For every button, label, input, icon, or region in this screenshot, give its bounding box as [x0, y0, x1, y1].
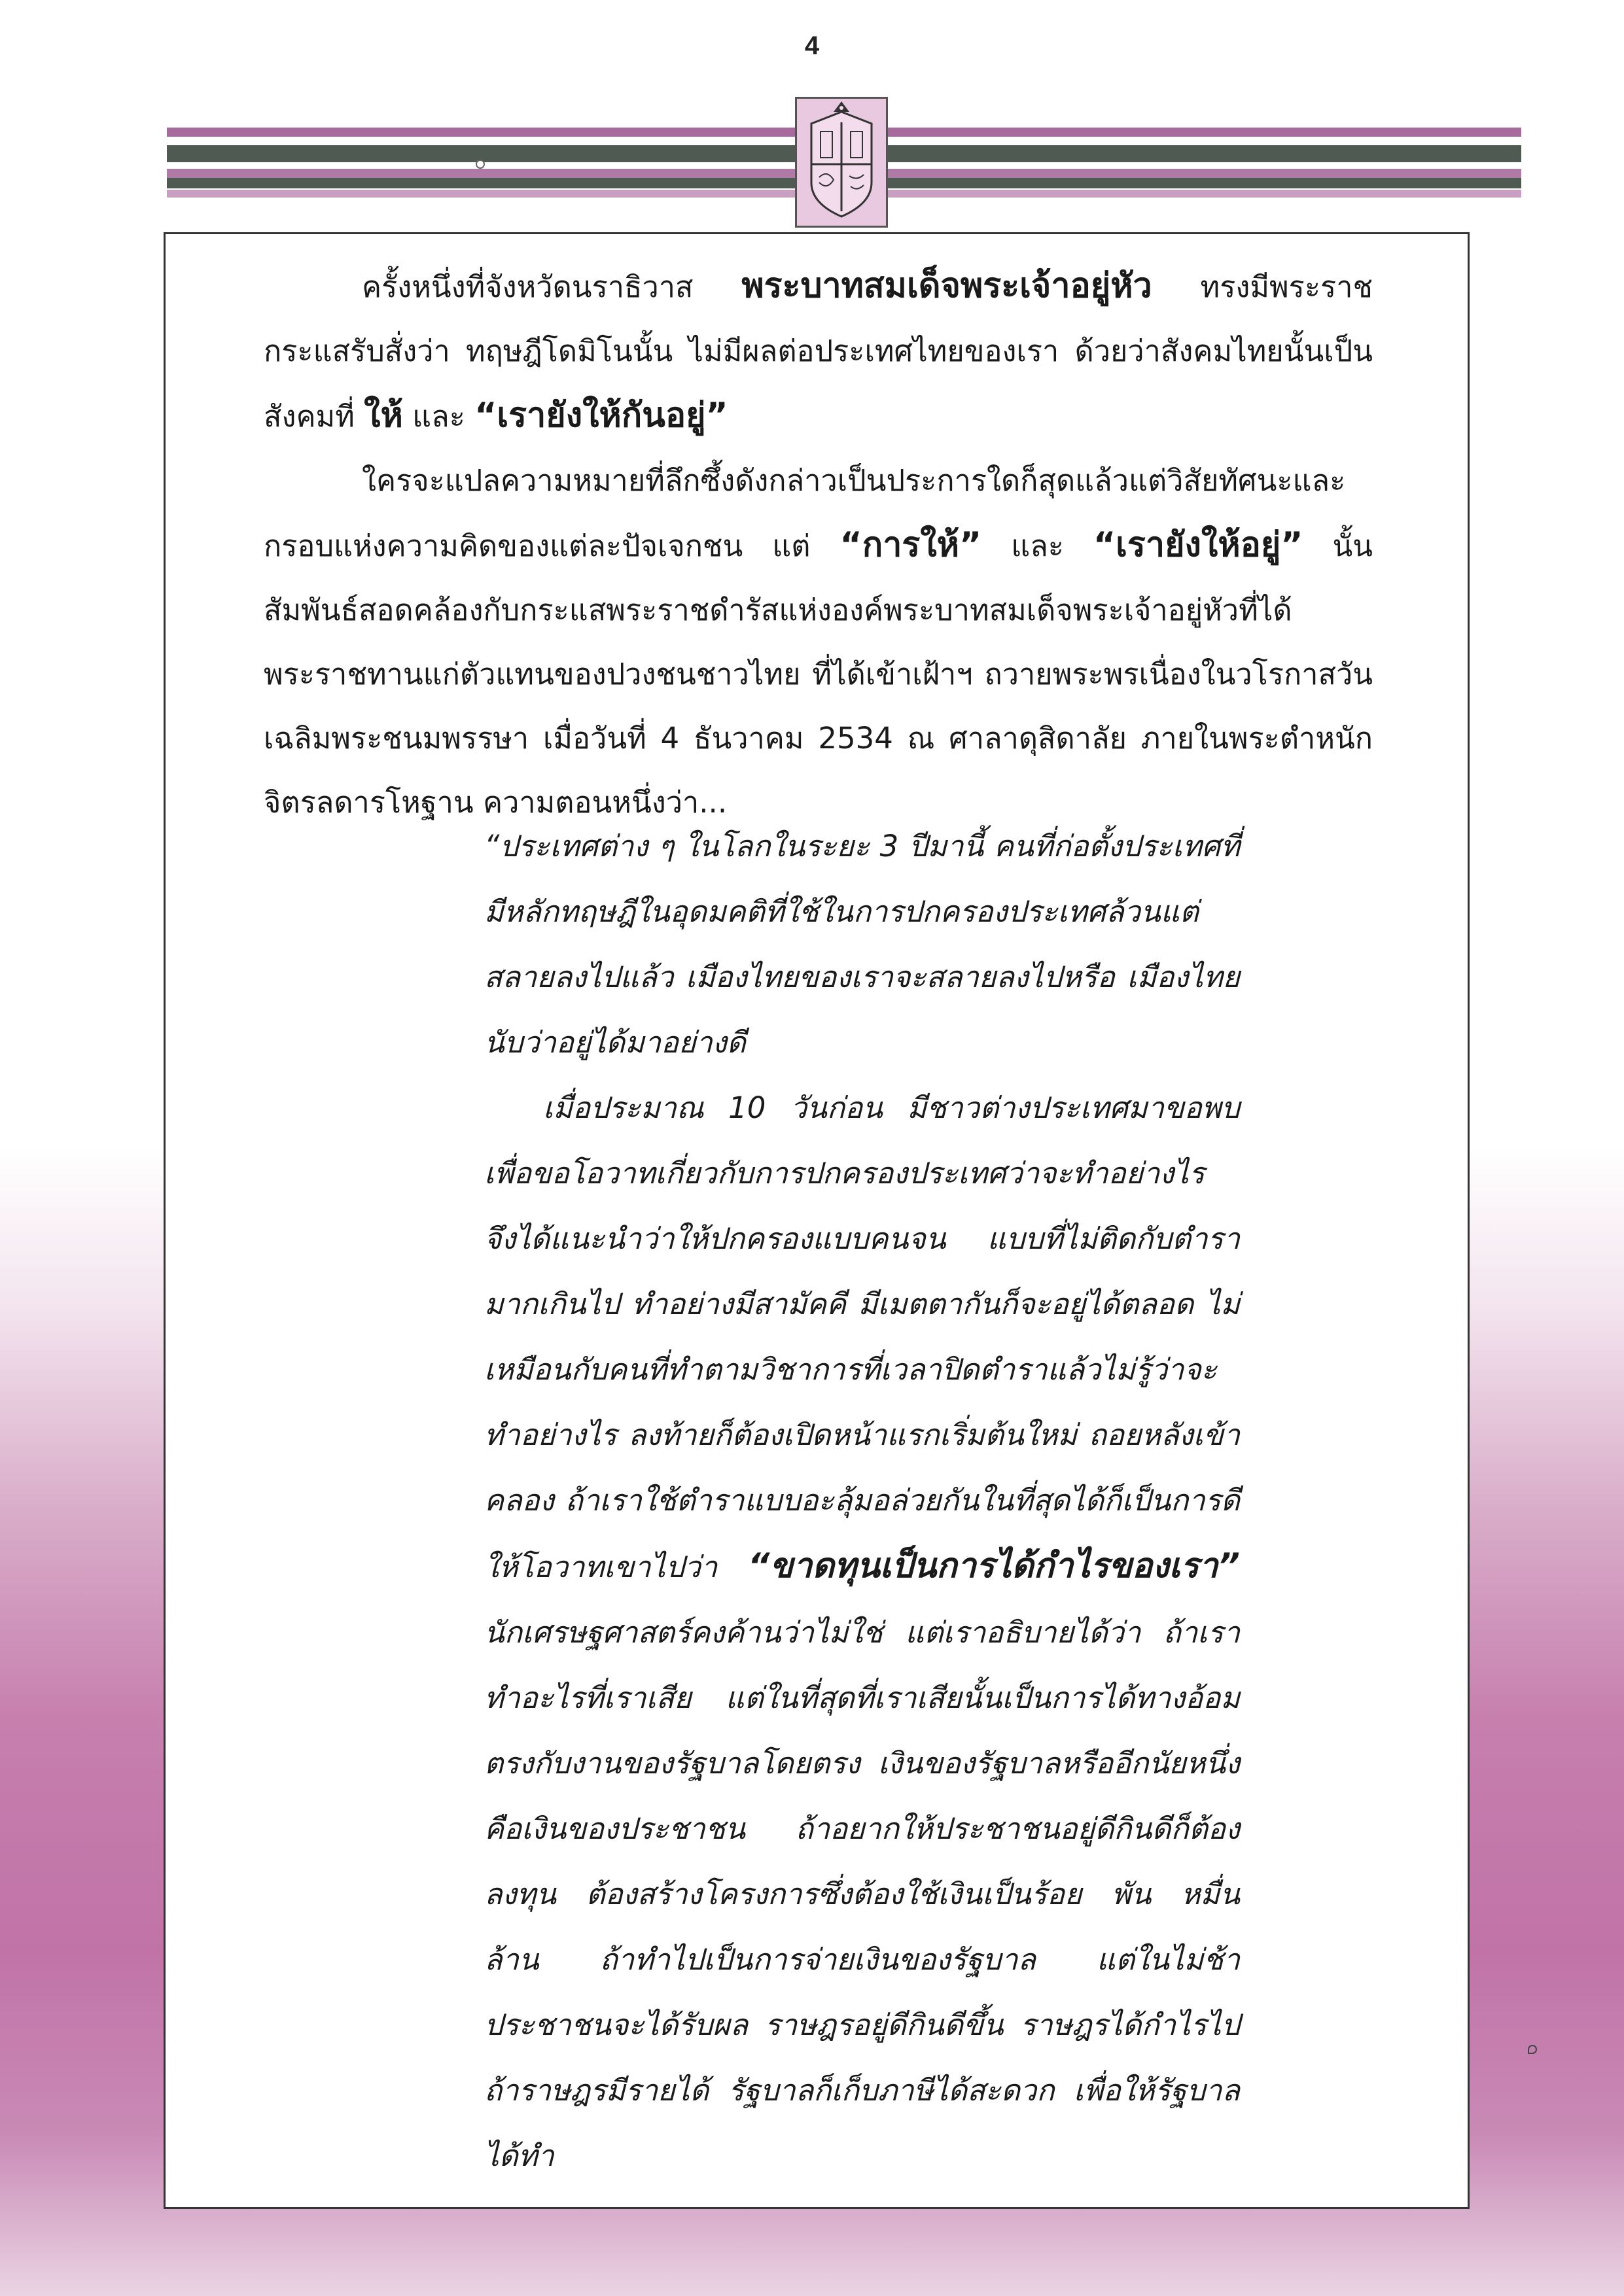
paragraph-text: ครั้งหนึ่งที่จังหวัดนราธิวาส — [362, 270, 742, 304]
page-number: 4 — [804, 31, 820, 60]
royal-speech-quote — [484, 814, 1240, 2189]
bold-text: ให้ — [364, 396, 403, 435]
bold-text: พระบาทสมเด็จพระเจ้าอยู่หัว — [741, 266, 1152, 305]
royal-seal-icon — [795, 97, 888, 228]
paragraph-text: ทรงมีพระราชกระแสรับสั่งว่า ทฤษฎีโดมิโนนั้น ไม่มีผลต่อประเทศไทยของเรา ด้วยว่าสังคมไทยนั้นเป็นสังคมที่ — [264, 270, 1373, 434]
decorative-dot — [476, 160, 485, 169]
bold-text: “การให้” — [839, 525, 982, 565]
quote-paragraph — [484, 1075, 1240, 2189]
quote-paragraph: “ประเทศต่าง ๆ ในโลกในระยะ 3 ปีมานี้ คนที่ก่อตั้งประเทศที่มีหลักทฤษฎีในอุดมคติที่ใช้ในการปกครองประเทศล้วนแต่สลายลงไปแล้ว เมืองไทยของเราจะสลายลงไปหรือ เมืองไทยนับว่าอยู่ได้มาอย่างดี — [484, 829, 1240, 1060]
paragraph-text: และ — [402, 399, 475, 434]
quote-text: นักเศรษฐศาสตร์คงค้านว่าไม่ใช่ แต่เราอธิบายได้ว่า ถ้าเราทำอะไรที่เราเสีย แต่ในที่สุดที่เราเสียนั้นเป็นการได้ทางอ้อม ตรงกับงานของรัฐบาลโดยตรง เงินของรัฐบาลหรืออีกนัยหนึ่งคือเงินของประชาชน ถ้าอยากให้ประชาชนอยู่ดีกินดีก็ต้องลงทุน ต้องสร้างโครงการซึ่งต้องใช้เงินเป็นร้อย พัน หมื่น ล้าน ถ้าทำไปเป็นการจ่ายเงินของรัฐบาล แต่ในไม่ช้าประชาชนจะได้รับผล ราษฎรอยู่ดีกินดีขึ้น ราษฎรได้กำไรไป ถ้าราษฎรมีรายได้ รัฐบาลก็เก็บภาษีได้สะดวก เพื่อให้รัฐบาลได้ทำ — [484, 1615, 1240, 2173]
decorative-dot — [1528, 2045, 1537, 2054]
bold-quote-text: “ขาดทุนเป็นการได้กำไรของเรา” — [747, 1546, 1240, 1586]
paragraph-text: นั้น สัมพันธ์สอดคล้องกับกระแสพระราชดำรัสแห่งองค์พระบาทสมเด็จพระเจ้าอยู่หัวที่ได้พระราชทานแก่ตัวแทนของปวงชนชาวไทย ที่ได้เข้าเฝ้าฯ ถวายพระพรเนื่องในวโรกาสวันเฉลิมพระชนมพรรษา เมื่อวันที่ 4 ธันวาคม 2534 ณ ศาลาดุสิดาลัย ภายในพระตำหนักจิตรลดารโหฐาน ความตอนหนึ่งว่า... — [264, 529, 1373, 820]
content-box — [164, 232, 1470, 2209]
bold-text: “เรายังให้อยู่” — [1093, 525, 1303, 565]
quote-text: เมื่อประมาณ 10 วันก่อน มีชาวต่างประเทศมาขอพบเพื่อขอโอวาทเกี่ยวกับการปกครองประเทศว่าจะทำอย่างไร จึงได้แนะนำว่าให้ปกครองแบบคนจน แบบที่ไม่ติดกับตำรามากเกินไป ทำอย่างมีสามัคคี มีเมตตากันก็จะอยู่ได้ตลอด ไม่เหมือนกับคนที่ทำตามวิชาการที่เวลาปิดตำราแล้วไม่รู้ว่าจะทำอย่างไร ลงท้ายก็ต้องเปิดหน้าแรกเริ่มต้นใหม่ ถอยหลังเข้าคลอง ถ้าเราใช้ตำราแบบอะลุ้มอล่วยกันในที่สุดได้ก็เป็นการดี ให้โอวาทเขาไปว่า — [484, 1090, 1240, 1584]
bold-text: “เรายังให้กันอยู่” — [474, 396, 728, 435]
paragraph-intro — [264, 254, 1373, 449]
main-text — [264, 254, 1373, 835]
paragraph-interpretation — [264, 449, 1373, 835]
paragraph-text: ใครจะแปลความหมายที่ลึกซึ้งดังกล่าวเป็นประการใดก็สุดแล้วแต่วิสัยทัศนะและกรอบแห่งความคิดของแต่ละปัจเจกชน แต่ — [264, 463, 1346, 563]
paragraph-text: และ — [981, 529, 1093, 563]
